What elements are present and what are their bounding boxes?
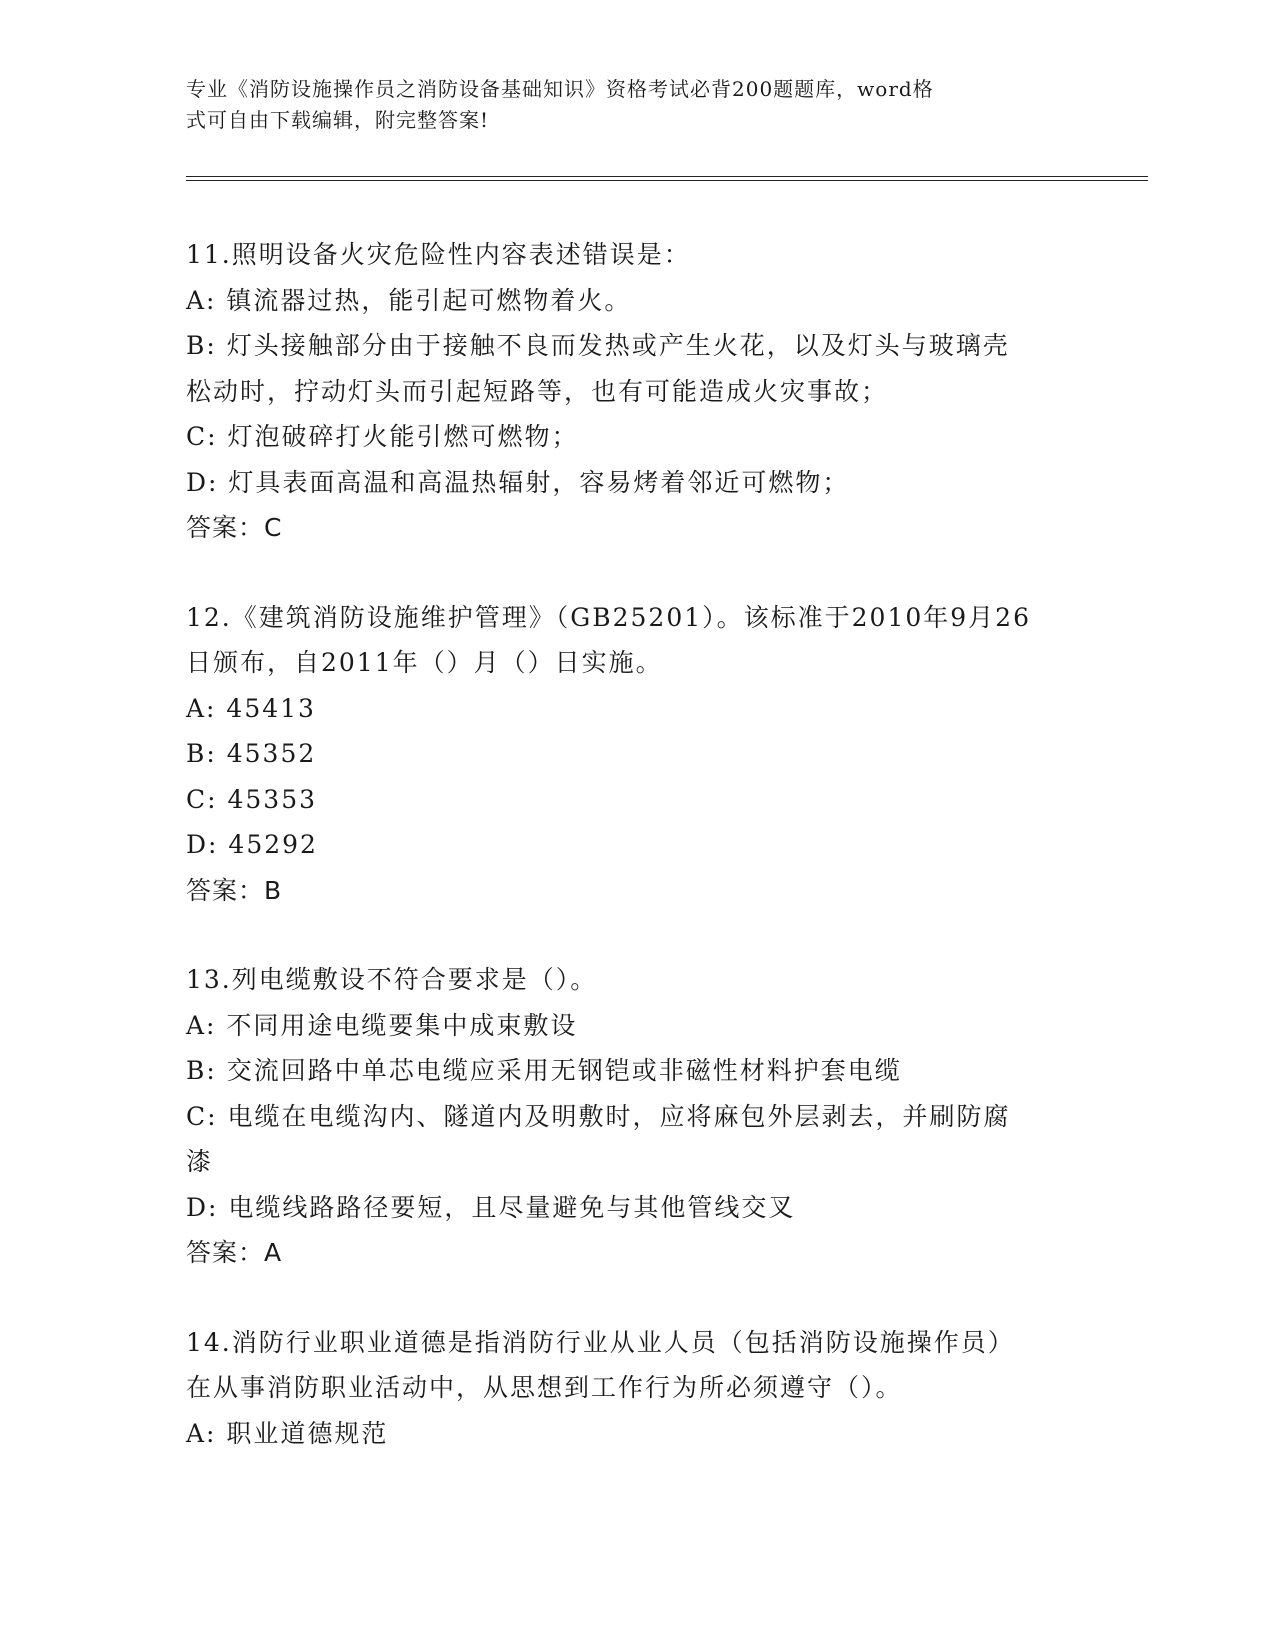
option-a: A: 45413	[186, 693, 316, 723]
option-a: A: 镇流器过热，能引起可燃物着火。	[186, 285, 632, 315]
answer: 答案：B	[186, 875, 283, 905]
question-11	[186, 232, 1086, 551]
option-d: D: 电缆线路路径要短，且尽量避免与其他管线交叉	[186, 1192, 796, 1222]
option-c-continued: 漆	[186, 1147, 214, 1176]
header-divider-top	[186, 176, 1148, 177]
question-13	[186, 957, 1086, 1276]
option-b: B: 交流回路中单芯电缆应采用无钢铠或非磁性材料护套电缆	[186, 1056, 902, 1085]
question-text: 12.《建筑消防设施维护管理》（GB25201）。该标准于2010年9月26	[186, 602, 1031, 632]
header-line-1: 专业《消防设施操作员之消防设备基础知识》资格考试必背200题题库，word格	[186, 77, 934, 101]
option-c: C: 45353	[186, 784, 318, 814]
header-divider-bottom	[186, 180, 1148, 181]
document-header	[186, 74, 1066, 136]
option-d: D: 灯具表面高温和高温热辐射，容易烤着邻近可燃物；	[186, 467, 850, 497]
answer: 答案：A	[186, 1238, 283, 1267]
option-d: D: 45292	[186, 830, 318, 859]
option-a: A: 不同用途电缆要集中成束敷设	[186, 1010, 578, 1040]
answer: 答案：C	[186, 513, 283, 542]
option-c: C: 灯泡破碎打火能引燃可燃物；	[186, 422, 579, 451]
option-b-continued: 松动时，拧动灯头而引起短路等，也有可能造成火灾事故；	[186, 376, 889, 406]
question-text: 11.照明设备火灾危险性内容表述错误是：	[186, 240, 691, 269]
option-a: A: 职业道德规范	[186, 1418, 389, 1448]
option-b: B: 灯头接触部分由于接触不良而发热或产生火花，以及灯头与玻璃壳	[186, 331, 1010, 360]
question-text-continued: 日颁布，自2011年（）月（）日实施。	[186, 648, 663, 677]
question-text-continued: 在从事消防职业活动中，从思想到工作行为所必须遵守（）。	[186, 1373, 903, 1402]
question-text: 14.消防行业职业道德是指消防行业从业人员（包括消防设施操作员）	[186, 1327, 1015, 1357]
option-c: C: 电缆在电缆沟内、隧道内及明敷时，应将麻包外层剥去，并刷防腐	[186, 1101, 1011, 1131]
question-12	[186, 595, 1086, 914]
option-b: B: 45352	[186, 739, 317, 768]
question-text: 13.列电缆敷设不符合要求是（）。	[186, 965, 598, 994]
header-line-2: 式可自由下载编辑，附完整答案!	[186, 108, 490, 132]
question-list	[186, 232, 1086, 1456]
question-14	[186, 1320, 1086, 1457]
